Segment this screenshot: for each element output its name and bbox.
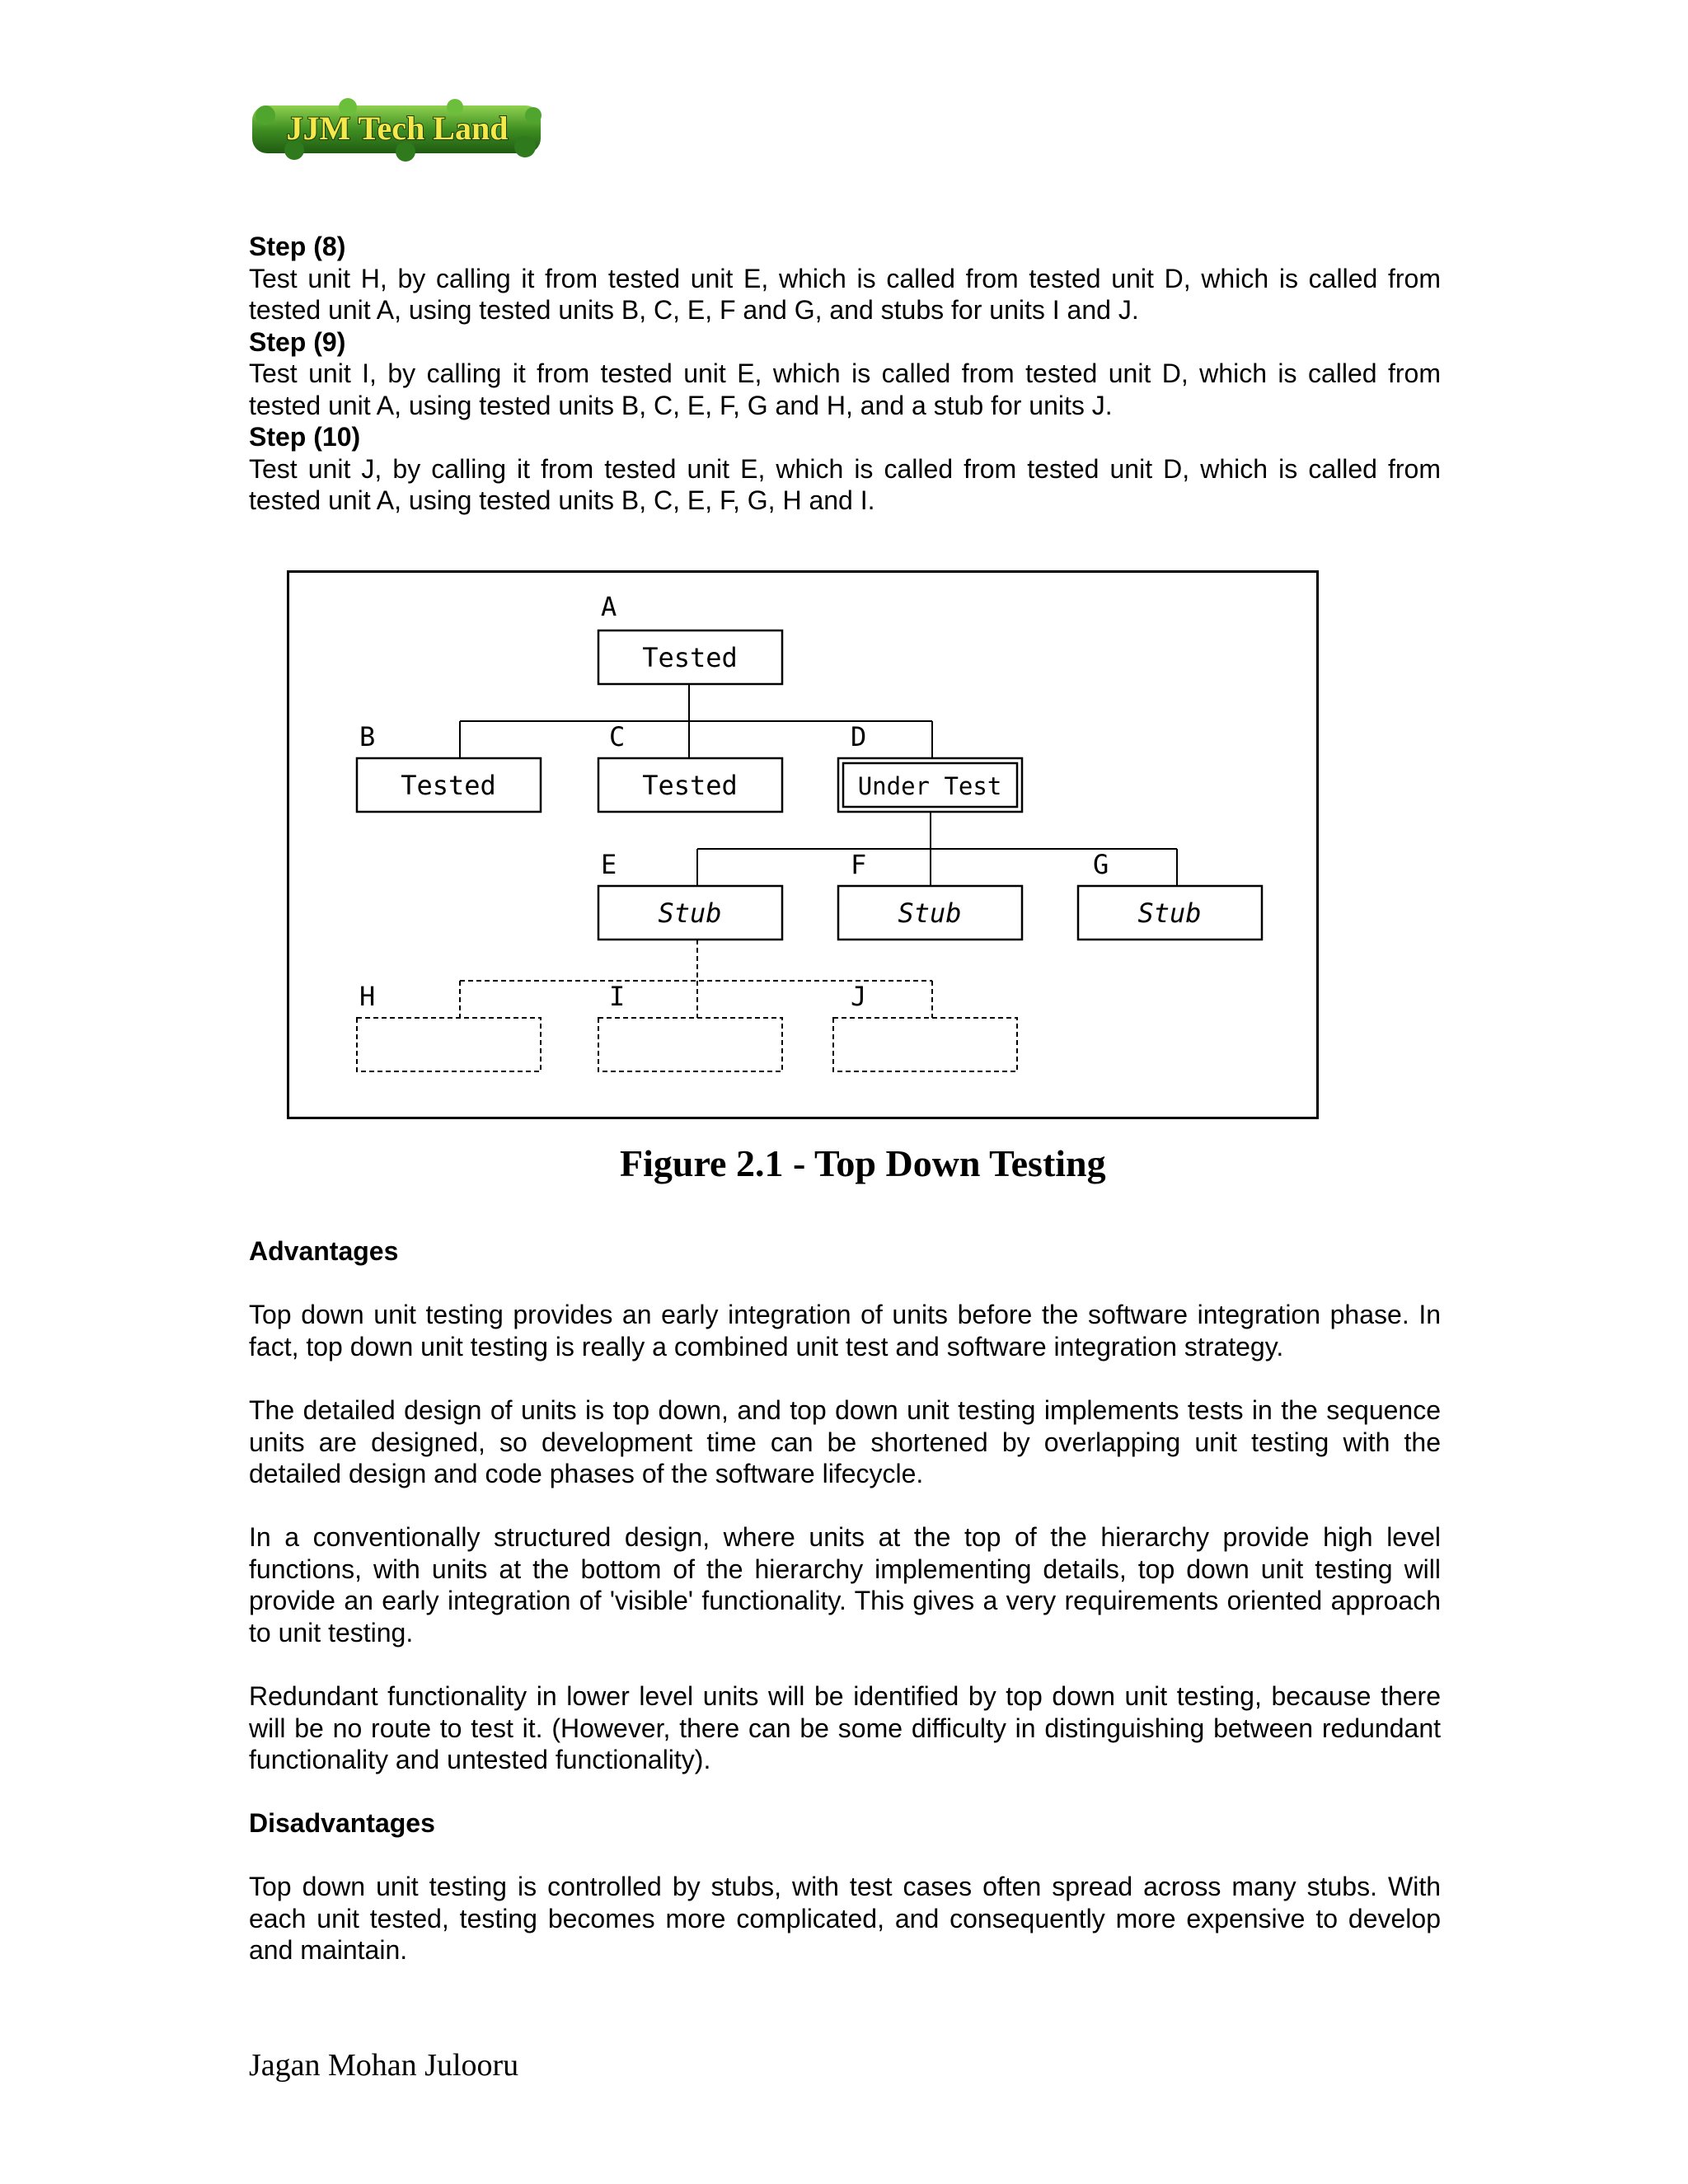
- unit-g-letter: G: [1093, 849, 1109, 880]
- footer-author: Jagan Mohan Julooru: [249, 2048, 519, 2083]
- unit-e-letter: E: [601, 849, 617, 880]
- unit-g-label: Stub: [1137, 898, 1202, 929]
- unit-f-letter: F: [851, 849, 867, 880]
- figure-caption: Figure 2.1 - Top Down Testing: [620, 1142, 1106, 1184]
- top-down-testing-diagram: [287, 570, 1319, 1119]
- unit-e-label: Stub: [658, 898, 722, 929]
- steps-section: [249, 231, 1441, 517]
- logo-text: JJM Tech Land: [286, 110, 509, 147]
- step-title: Step (9): [249, 326, 346, 357]
- unit-j-box: [833, 1018, 1017, 1071]
- unit-j-letter: J: [851, 981, 867, 1012]
- jjm-tech-land-logo: [249, 97, 546, 163]
- advantages-paragraph-2: The detailed design of units is top down, and top down unit testing implements tests in the sequence units are designed, so development time can be shortened by overlapping unit testing with the detailed design and code phases of the software lifecycle.: [249, 1395, 1441, 1488]
- unit-d-letter: D: [851, 721, 867, 752]
- step-text: Test unit I, by calling it from tested unit E, which is called from tested unit D, which is called from tested unit A, using tested units B, C, E, F, G and H, and a stub for units J.: [249, 359, 1441, 420]
- unit-h-box: [357, 1018, 541, 1071]
- diagram-canvas: [289, 573, 1316, 1117]
- step-9: [249, 326, 1441, 422]
- unit-b-label: Tested: [401, 770, 496, 801]
- step-title: Step (8): [249, 232, 346, 261]
- step-10: [249, 421, 1441, 517]
- unit-a-label: Tested: [642, 642, 738, 673]
- connectors: [460, 684, 1177, 886]
- disadvantages-paragraph-1: Top down unit testing is controlled by stubs, with test cases often spread across many stubs. With each unit tested, testing becomes more complicated, and consequently more expensive to develop and maintain.: [249, 1872, 1441, 1965]
- step-text: Test unit J, by calling it from tested unit E, which is called from tested unit D, which is called from tested unit A, using tested units B, C, E, F, G, H and I.: [249, 453, 1441, 515]
- advantages-paragraph-4: Redundant functionality in lower level units will be identified by top down unit testing, because there will be no route to test it. (However, there can be some difficulty in distinguishing between redundant functionality and untested functionality).: [249, 1681, 1441, 1774]
- step-8: [249, 231, 1441, 326]
- unit-c-letter: C: [609, 721, 626, 752]
- advantages-paragraph-3: In a conventionally structured design, where units at the top of the hierarchy provide high level functions, with units at the bottom of the hierarchy implementing details, top down unit testing will provide an early integration of 'visible' functionality. This gives a very requirements oriented approach to unit testing.: [249, 1522, 1441, 1647]
- advantages-paragraph-1: Top down unit testing provides an early integration of units before the software integration phase. In fact, top down unit testing is really a combined unit test and software integration strategy.: [249, 1300, 1441, 1361]
- unit-i-letter: I: [609, 981, 626, 1012]
- unit-f-label: Stub: [898, 898, 962, 929]
- unit-b-letter: B: [359, 721, 376, 752]
- step-title: Step (10): [249, 422, 361, 452]
- unit-h-letter: H: [359, 981, 376, 1012]
- unit-c-label: Tested: [642, 770, 738, 801]
- unit-a-letter: A: [601, 591, 617, 622]
- step-text: Test unit H, by calling it from tested unit E, which is called from tested unit D, which is called from tested unit A, using tested units B, C, E, F and G, and stubs for units I and J.: [249, 263, 1441, 325]
- disadvantages-heading: Disadvantages: [249, 1808, 435, 1838]
- advantages-heading: Advantages: [249, 1236, 399, 1266]
- unit-i-box: [598, 1018, 782, 1071]
- dashed-unit-boxes: [357, 1018, 1017, 1071]
- unit-d-label: Under Test: [857, 772, 1002, 800]
